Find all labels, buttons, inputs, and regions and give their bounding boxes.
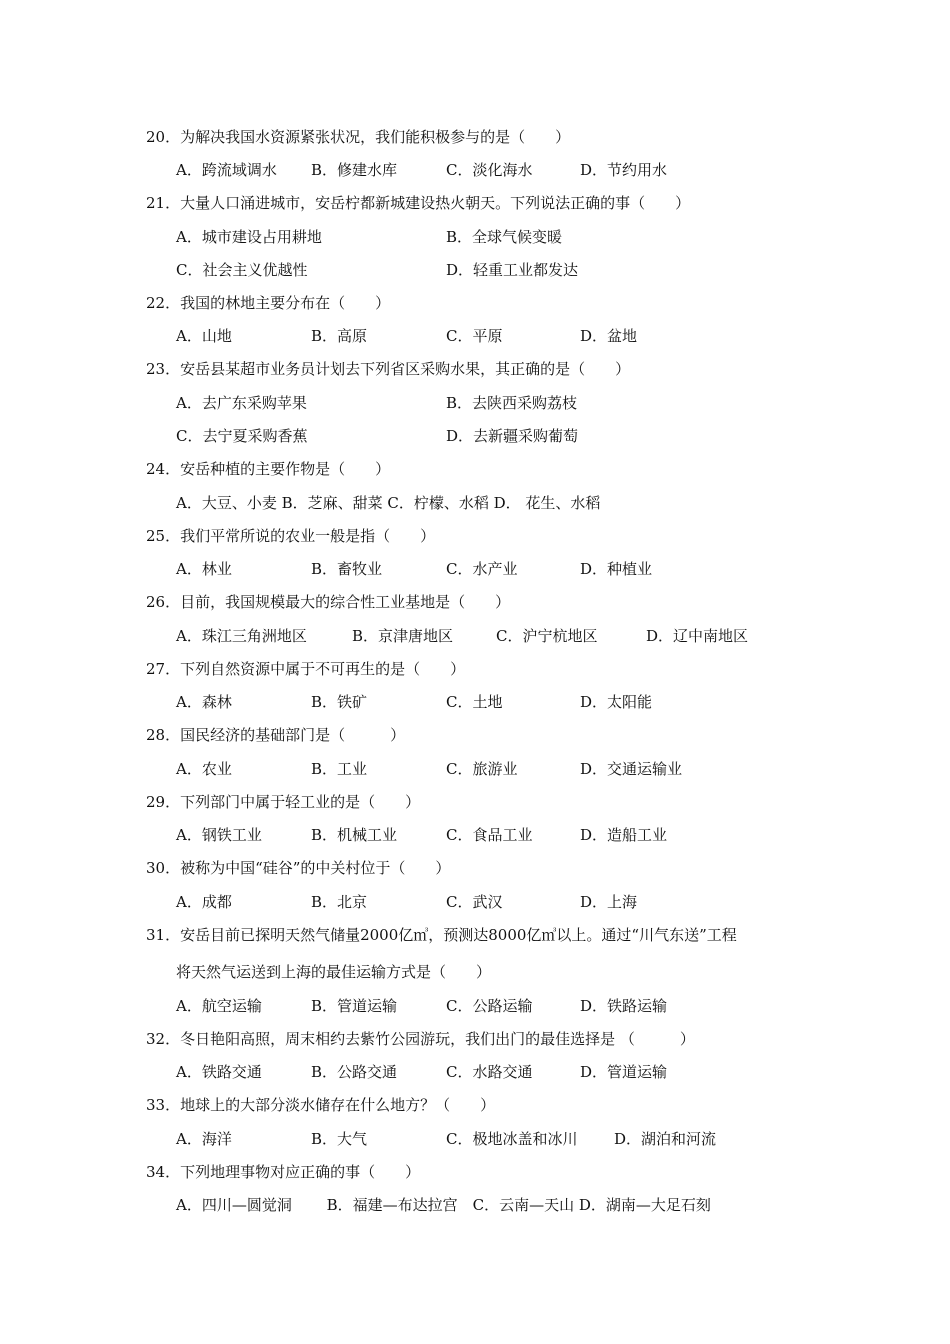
question-28-option-d: D．交通运输业 [580, 760, 683, 778]
question-29-stem: 29．下列部门中属于轻工业的是（ ） [146, 793, 421, 811]
question-25-option-b: B．畜牧业 [311, 560, 383, 578]
question-20-option-c: C．淡化海水 [446, 161, 533, 179]
question-22-option-b: B．高原 [311, 327, 368, 345]
question-26-option-a: A．珠江三角洲地区 [176, 627, 307, 645]
question-29-option-a: A．钢铁工业 [176, 826, 262, 844]
question-28-option-b: B．工业 [311, 760, 368, 778]
question-28-stem: 28．国民经济的基础部门是（ ） [146, 726, 406, 744]
question-23-option-d: D．去新疆采购葡萄 [446, 427, 579, 445]
question-20-option-a: A．跨流域调水 [176, 161, 277, 179]
question-32-option-d: D．管道运输 [580, 1063, 668, 1081]
question-31-stem: 31．安岳目前已探明天然气储量2000亿㎥，预测达8000亿㎥以上。通过“川气东送”工程 [146, 926, 737, 944]
question-25-stem: 25．我们平常所说的农业一般是指（ ） [146, 527, 436, 545]
question-23-option-c: C．去宁夏采购香蕉 [176, 427, 308, 445]
question-33-option-d: D．湖泊和河流 [614, 1130, 717, 1148]
question-20-stem: 20．为解决我国水资源紧张状况，我们能积极参与的是（ ） [146, 128, 571, 146]
question-20-option-d: D．节约用水 [580, 161, 668, 179]
question-32-option-c: C．水路交通 [446, 1063, 533, 1081]
question-32-option-a: A．铁路交通 [176, 1063, 262, 1081]
question-30-option-b: B．北京 [311, 893, 368, 911]
question-26-option-b: B．京津唐地区 [352, 627, 454, 645]
question-25-option-c: C．水产业 [446, 560, 518, 578]
question-25-option-a: A．林业 [176, 560, 232, 578]
question-32-option-b: B．公路交通 [311, 1063, 398, 1081]
question-24-options: A．大豆、小麦 B．芝麻、甜菜 C．柠檬、水稻 D． 花生、水稻 [176, 494, 601, 512]
question-21-stem: 21．大量人口涌进城市，安岳柠都新城建设热火朝天。下列说法正确的事（ ） [146, 194, 691, 212]
question-33-option-a: A．海洋 [176, 1130, 232, 1148]
question-26-option-d: D．辽中南地区 [646, 627, 749, 645]
question-21-option-c: C．社会主义优越性 [176, 261, 308, 279]
question-27-option-c: C．土地 [446, 693, 503, 711]
question-27-stem: 27．下列自然资源中属于不可再生的是（ ） [146, 660, 466, 678]
question-21-option-d: D．轻重工业都发达 [446, 261, 579, 279]
question-30-option-a: A．成都 [176, 893, 232, 911]
question-22-option-d: D．盆地 [580, 327, 638, 345]
question-31-option-d: D．铁路运输 [580, 997, 668, 1015]
question-22-stem: 22．我国的林地主要分布在（ ） [146, 294, 391, 312]
question-30-option-c: C．武汉 [446, 893, 503, 911]
question-29-option-b: B．机械工业 [311, 826, 398, 844]
question-34-options: A．四川—圆觉洞 B．福建—布达拉宫 C．云南—天山 D．湖南—大足石刻 [176, 1196, 711, 1214]
question-33-option-b: B．大气 [311, 1130, 368, 1148]
question-27-option-a: A．森林 [176, 693, 232, 711]
question-21-option-a: A．城市建设占用耕地 [176, 228, 322, 246]
question-27-option-d: D．太阳能 [580, 693, 653, 711]
question-31-option-c: C．公路运输 [446, 997, 533, 1015]
question-28-option-c: C．旅游业 [446, 760, 518, 778]
question-34-stem: 34．下列地理事物对应正确的事（ ） [146, 1163, 421, 1181]
question-31-stem-continued: 将天然气运送到上海的最佳运输方式是（ ） [176, 963, 492, 981]
question-23-stem: 23．安岳县某超市业务员计划去下列省区采购水果，其正确的是（ ） [146, 360, 631, 378]
question-30-stem: 30．被称为中国“硅谷”的中关村位于（ ） [146, 859, 451, 877]
question-31-option-b: B．管道运输 [311, 997, 398, 1015]
question-33-stem: 33．地球上的大部分淡水储存在什么地方？（ ） [146, 1096, 496, 1114]
question-28-option-a: A．农业 [176, 760, 232, 778]
question-29-option-c: C．食品工业 [446, 826, 533, 844]
question-30-option-d: D．上海 [580, 893, 638, 911]
question-23-option-b: B．去陕西采购荔枝 [446, 394, 578, 412]
question-29-option-d: D．造船工业 [580, 826, 668, 844]
question-26-stem: 26．目前，我国规模最大的综合性工业基地是（ ） [146, 593, 511, 611]
question-26-option-c: C．沪宁杭地区 [496, 627, 598, 645]
question-24-stem: 24．安岳种植的主要作物是（ ） [146, 460, 391, 478]
question-21-option-b: B．全球气候变暖 [446, 228, 563, 246]
question-20-option-b: B．修建水库 [311, 161, 398, 179]
question-23-option-a: A．去广东采购苹果 [176, 394, 307, 412]
question-33-option-c: C．极地冰盖和冰川 [446, 1130, 578, 1148]
question-32-stem: 32．冬日艳阳高照，周末相约去紫竹公园游玩，我们出门的最佳选择是 （ ） [146, 1030, 695, 1048]
question-22-option-c: C．平原 [446, 327, 503, 345]
question-22-option-a: A．山地 [176, 327, 232, 345]
question-31-option-a: A．航空运输 [176, 997, 262, 1015]
question-25-option-d: D．种植业 [580, 560, 653, 578]
question-27-option-b: B．铁矿 [311, 693, 368, 711]
